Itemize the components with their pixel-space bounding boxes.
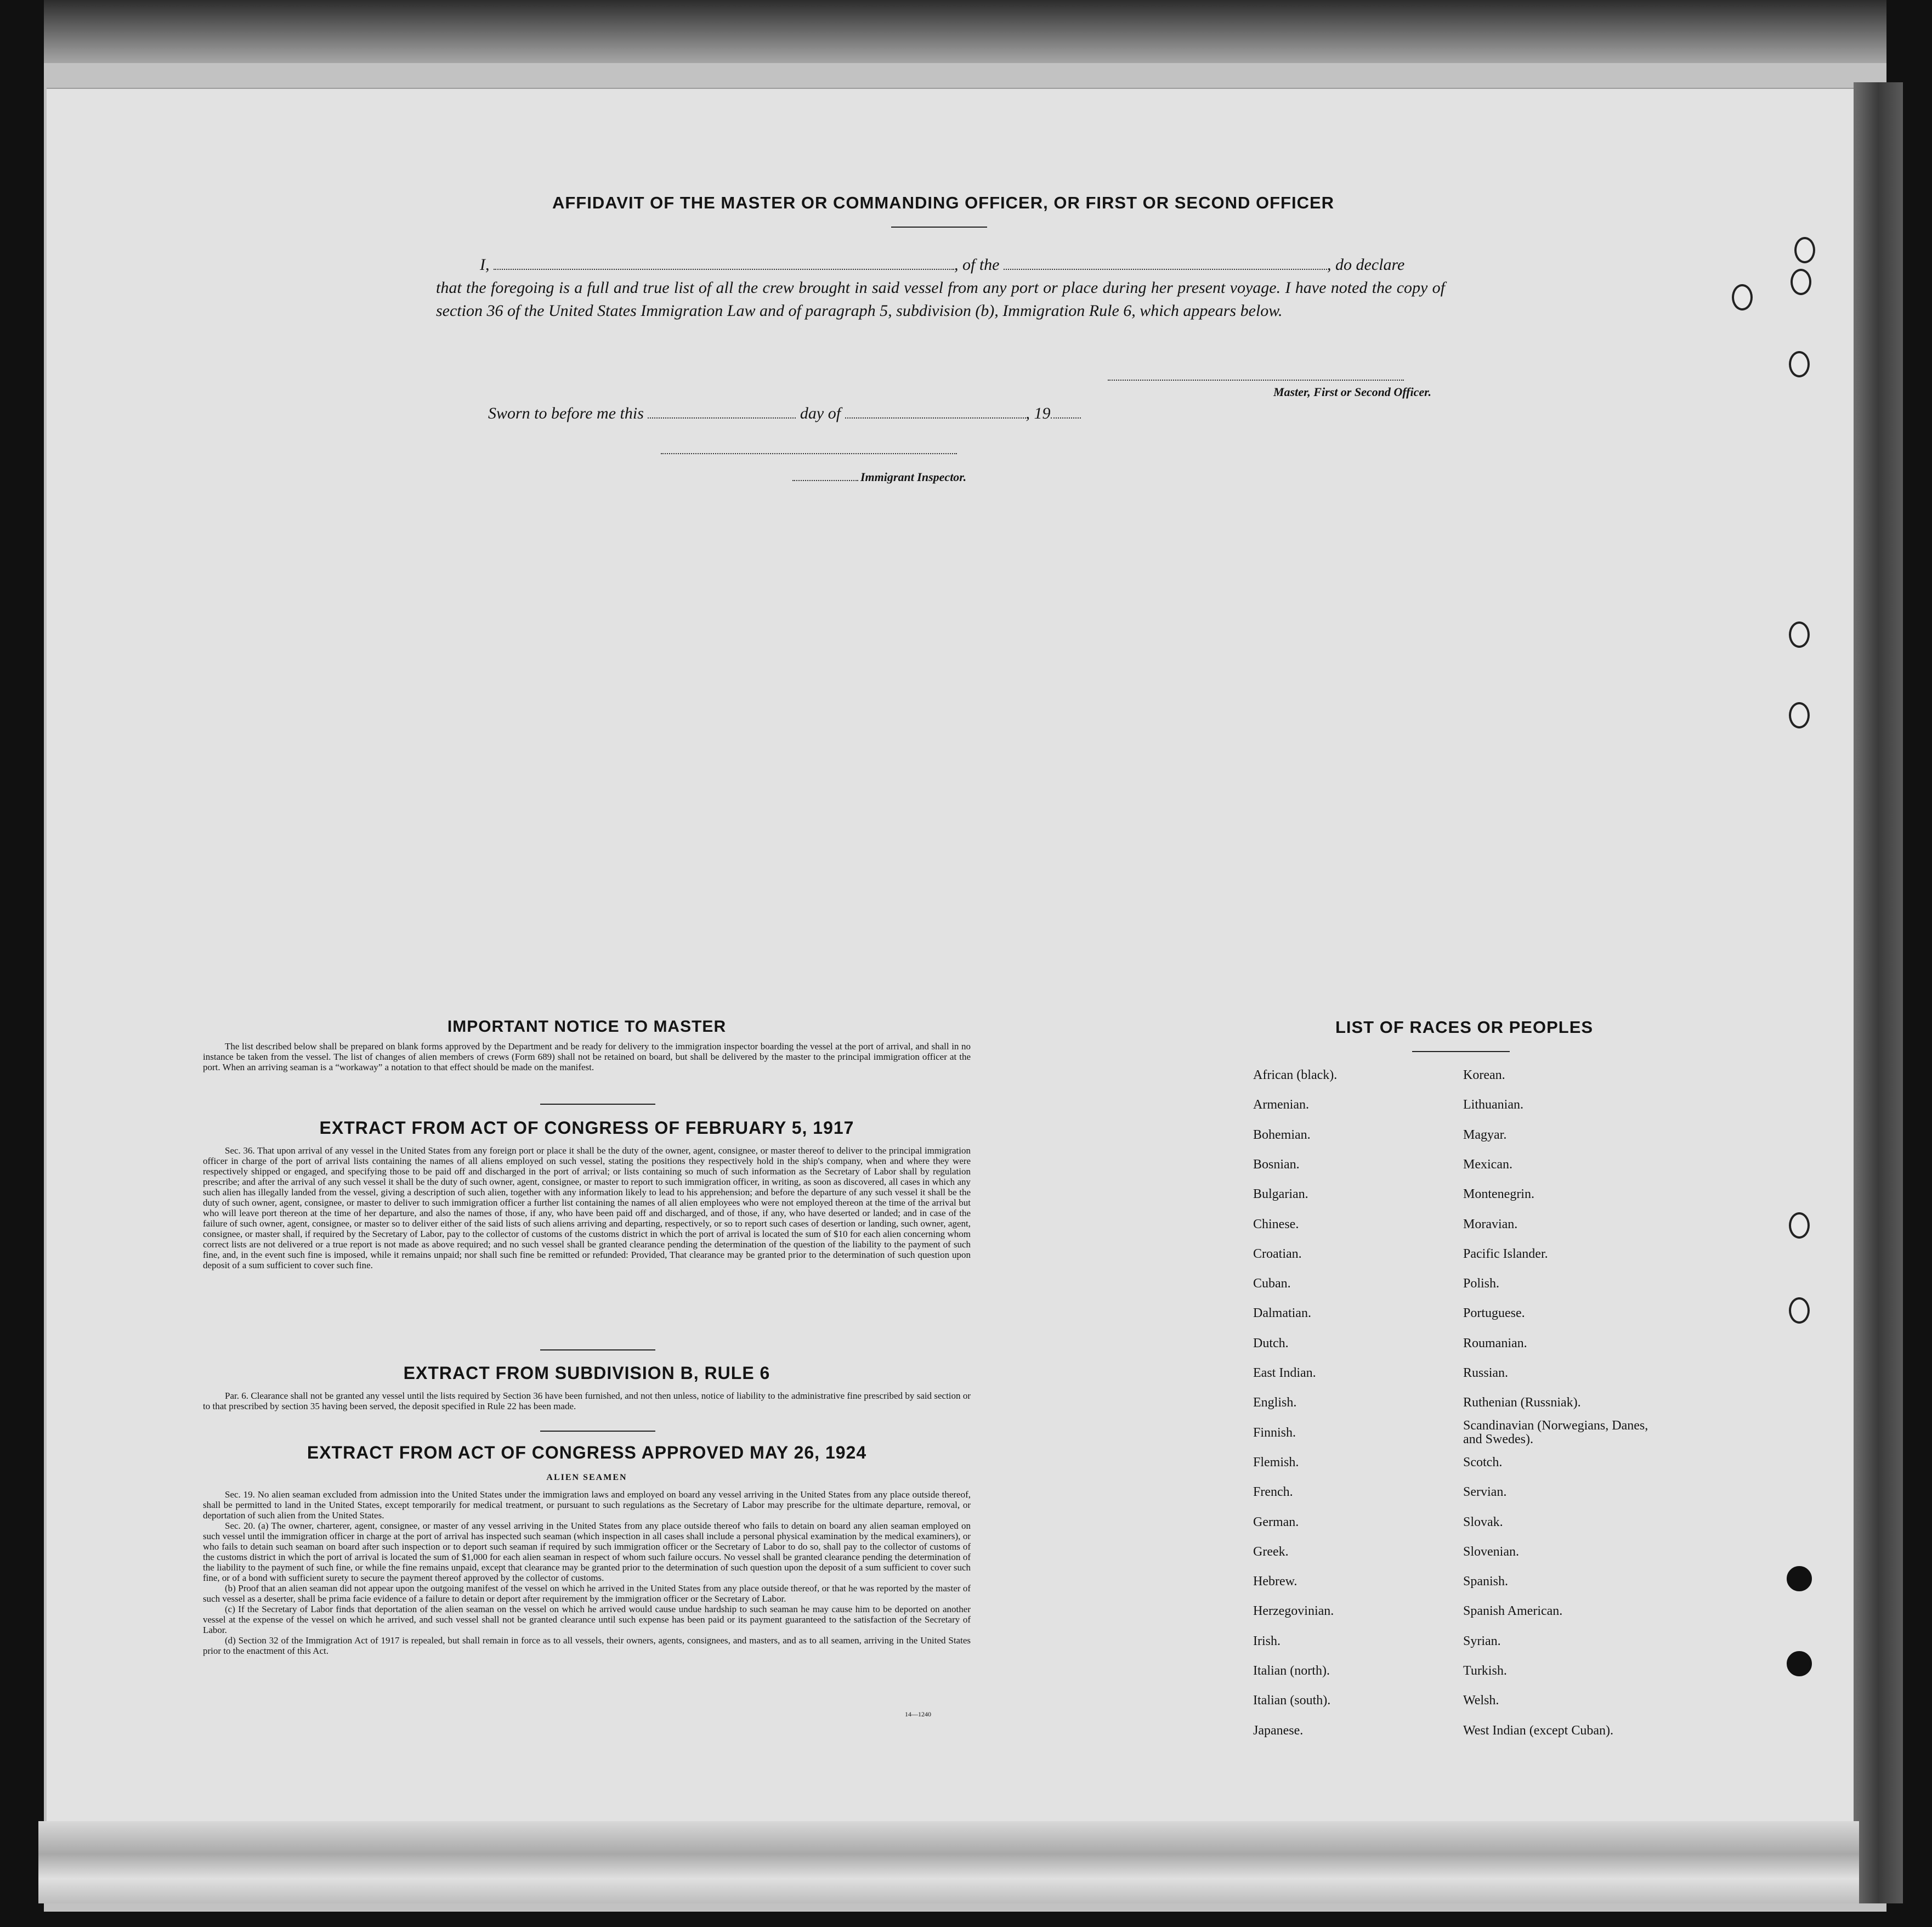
sec-20d-text: (d) Section 32 of the Immigration Act of 1917 is repealed, but shall remain in force as to all vessels, their owners, agents, consignees, and masters, and as to all seamen, arriving in the United States prior to the enactment of this Act. bbox=[203, 1635, 971, 1656]
race-item: Hebrew. bbox=[1253, 1574, 1298, 1589]
scan-edge-bottom bbox=[38, 1821, 1859, 1903]
sec-19-text: Sec. 19. No alien seaman excluded from admission into the United States under the immigration laws and employed on board any vessel arriving in the United States from any place outside thereof, shall be permitted to land in the United States, except temporarily for medical treatment, or pursuant to such regulations as the Secretary of Labor may prescribe for the ultimate departure, removal, or deportation of such alien from the United States. bbox=[203, 1489, 971, 1521]
race-item: Bosnian. bbox=[1253, 1157, 1300, 1172]
races-title: LIST OF RACES OR PEOPLES bbox=[1335, 1018, 1594, 1037]
extract-rule6-text: Par. 6. Clearance shall not be granted any vessel until the lists required by Section 36 have been furnished, and not then unless, notice of liability to the administrative fine prescribed by said section or to that prescribed by section 35 having been served, the deposit specified in Rule 22 has been made. bbox=[203, 1391, 971, 1411]
binder-hole-icon bbox=[1789, 1212, 1810, 1239]
race-item: Irish. bbox=[1253, 1634, 1281, 1648]
notice-text: The list described below shall be prepared on blank forms approved by the Department and be ready for delivery to the immigration inspector boarding the vessel at the port of arrival, and shall in no instance be taken from the vessel. The list of changes of alien members of crews (Form 689) shall not be retained on board, but shall be delivered by the master to the principal immigration officer at the port. When an arriving seaman is a “workaway” a notation to that effect should be made on the manifest. bbox=[203, 1041, 971, 1072]
master-signature-field[interactable] bbox=[1108, 377, 1404, 381]
section-rule bbox=[540, 1431, 655, 1432]
extract-1924-title: EXTRACT FROM ACT OF CONGRESS APPROVED MAY 26, 1924 bbox=[307, 1443, 867, 1462]
race-item: Chinese. bbox=[1253, 1217, 1299, 1231]
declaration-line bbox=[436, 253, 1445, 276]
sworn-day-label: day of bbox=[800, 404, 841, 422]
race-item: Bohemian. bbox=[1253, 1127, 1311, 1142]
race-item: Portuguese. bbox=[1463, 1306, 1525, 1321]
binder-hole-icon bbox=[1791, 269, 1811, 295]
race-item: Turkish. bbox=[1463, 1664, 1507, 1678]
race-item: Polish. bbox=[1463, 1276, 1500, 1291]
race-item: Lithuanian. bbox=[1463, 1098, 1523, 1112]
race-item: Russian. bbox=[1463, 1366, 1509, 1380]
race-item: Finnish. bbox=[1253, 1425, 1296, 1440]
race-item: Cuban. bbox=[1253, 1276, 1291, 1291]
sworn-month-field[interactable] bbox=[845, 405, 1026, 419]
race-item: Scandinavian (Norwegians, Danes, and Swedes). bbox=[1463, 1418, 1648, 1446]
race-item: Italian (south). bbox=[1253, 1693, 1331, 1708]
declarant-prefix: I, bbox=[480, 256, 490, 274]
sec-20c-text: (c) If the Secretary of Labor finds that deportation of the alien seaman on the vessel on which he arrived would cause undue hardship to such seaman he may cause him to be deported on another vessel at the expense of the vessel on which he arrived, and such vessel shall not be granted clearance until such expense has been paid or its payment guaranteed to the satisfaction of the Secretary of Labor. bbox=[203, 1604, 971, 1635]
section-rule bbox=[540, 1349, 655, 1350]
declarant-name-field[interactable] bbox=[494, 257, 954, 270]
vessel-name-field[interactable] bbox=[1004, 257, 1327, 270]
race-item: Croatian. bbox=[1253, 1246, 1302, 1261]
declaration-text: that the foregoing is a full and true list of all the crew brought in said vessel from any port or place during her present voyage. I have noted the copy of section 36 of the United States Immigration Law and of paragraph 5, subdivision (b), Immigration Rule 6, which appears below. bbox=[436, 279, 1445, 320]
races-title-rule bbox=[1412, 1051, 1510, 1052]
alien-seamen-subhead: ALIEN SEAMEN bbox=[546, 1473, 627, 1482]
race-item: Greek. bbox=[1253, 1544, 1289, 1559]
race-item: Bulgarian. bbox=[1253, 1187, 1308, 1202]
sworn-line bbox=[488, 404, 1081, 423]
inspector-signature-field[interactable] bbox=[661, 451, 957, 454]
race-item: Mexican. bbox=[1463, 1157, 1512, 1172]
extract-1917-text: Sec. 36. That upon arrival of any vessel in the United States from any foreign port or place it shall be the duty of the owner, agent, consignee, or master thereof to deliver to the principal immigration officer in charge of the port of arrival lists containing the names of all aliens employed on such vessel, stating the positions they respectively hold in the ship's company, when and where they were respectively shipped or engaged, and specifying those to be paid off and discharged in the port of arrival; or lists containing so much of such information as the Secretary of Labor shall by regulation prescribe; and after the arrival of any such vessel it shall be the duty of such owner, agent, consignee, or master to report to such immigration officer, in writing, as soon as discovered, all cases in which any such alien has illegally landed from the vessel, giving a description of such alien, together with any information likely to lead to his apprehension; and before the departure of any such vessel it shall be the duty of such owner, agent, consignee, or master to deliver to such immigration officer a further list containing the names of all alien employees who were not employed thereon at the time of the arrival but who will leave port thereon at the time of her departure, and also the names of those, if any, who have been paid off and discharged, and of those, if any, who have deserted or landed; and in case of the failure of such owner, agent, consignee, or master so to deliver either of the said lists of such aliens arriving and departing, respectively, or so to report such cases of desertion or landing, such owner, agent, consignee, or master shall, if required by the Secretary of Labor, pay to the collector of customs of the customs district in which the port of arrival is located the sum of $10 for each alien concerning whom correct lists are not delivered or a true report is not made as above required; and no such vessel shall be granted clearance pending the determination of the question of the liability to the payment of such fine, and, in the event such fine is imposed, while it remains unpaid; nor shall such fine be remitted or refunded: Provided, That clearance may be granted prior to the determination of such question upon deposit of a sum sufficient to cover such fine. bbox=[203, 1145, 971, 1270]
race-item: Ruthenian (Russniak). bbox=[1463, 1395, 1581, 1410]
race-item: Slovak. bbox=[1463, 1515, 1503, 1529]
race-item: Syrian. bbox=[1463, 1634, 1501, 1648]
affidavit-title: AFFIDAVIT OF THE MASTER OR COMMANDING OFFICER, OR FIRST OR SECOND OFFICER bbox=[552, 193, 1335, 212]
race-item: West Indian (except Cuban). bbox=[1463, 1723, 1613, 1738]
master-signature-label: Master, First or Second Officer. bbox=[1273, 385, 1431, 399]
race-item: Korean. bbox=[1463, 1068, 1505, 1082]
affidavit-body bbox=[436, 253, 1445, 323]
binder-hole-icon bbox=[1787, 1566, 1812, 1591]
race-item: Dutch. bbox=[1253, 1336, 1289, 1350]
race-item: German. bbox=[1253, 1515, 1299, 1529]
race-item: French. bbox=[1253, 1485, 1293, 1500]
binder-hole-icon bbox=[1789, 1297, 1810, 1324]
binder-hole-icon bbox=[1789, 621, 1810, 648]
sec-20a-text: Sec. 20. (a) The owner, charterer, agent, consignee, or master of any vessel arriving in the United States from any place outside thereof who fails to detain on board any alien seaman employed on such vessel until the immigration officer in charge at the port of arrival has inspected such seaman (which inspection in all cases shall include a personal physical examination by the medical examiners), or who fails to detain such seaman on board after such inspection or to deport such seaman if required by such immigration officer or the Secretary of Labor to do so, shall pay to the collector of customs of the customs district in which the port of arrival is located the sum of $1,000 for each alien seaman in respect of whom such failure occurs. No vessel shall be granted clearance pending the determination of the liability to the payment of such fine, or while the fine remains unpaid, except that clearance may be granted prior to the determination of such question upon the deposit of a sum sufficient to cover such fine, or of a bond with sufficient surety to secure the payment thereof approved by the collector of customs. bbox=[203, 1521, 971, 1583]
form-number: 14—1240 bbox=[905, 1710, 931, 1718]
sworn-day-field[interactable] bbox=[648, 405, 796, 419]
inspector-signature-block bbox=[792, 470, 966, 484]
race-item: Magyar. bbox=[1463, 1127, 1507, 1142]
binder-hole-icon bbox=[1787, 1651, 1812, 1676]
binder-hole-icon bbox=[1794, 237, 1815, 263]
binding-strip bbox=[1854, 82, 1903, 1903]
race-item: Flemish. bbox=[1253, 1455, 1299, 1470]
section-rule bbox=[540, 1104, 655, 1105]
race-item: Roumanian. bbox=[1463, 1336, 1527, 1350]
race-item: Japanese. bbox=[1253, 1723, 1304, 1738]
do-declare-label: , do declare bbox=[1327, 256, 1405, 274]
notice-title: IMPORTANT NOTICE TO MASTER bbox=[447, 1018, 727, 1036]
race-item: Scotch. bbox=[1463, 1455, 1503, 1470]
race-item: East Indian. bbox=[1253, 1366, 1316, 1380]
race-item: Herzegovinian. bbox=[1253, 1604, 1334, 1619]
extract-1924-text bbox=[203, 1489, 971, 1656]
inspector-signature-field-2[interactable] bbox=[792, 472, 858, 481]
binder-hole-icon bbox=[1789, 351, 1810, 377]
race-item: Moravian. bbox=[1463, 1217, 1518, 1231]
title-rule bbox=[891, 227, 987, 228]
race-item: Armenian. bbox=[1253, 1098, 1309, 1112]
race-item: Montenegrin. bbox=[1463, 1187, 1534, 1202]
race-item: Spanish American. bbox=[1463, 1604, 1563, 1619]
binder-hole-icon bbox=[1732, 284, 1753, 310]
extract-1917-title: EXTRACT FROM ACT OF CONGRESS OF FEBRUARY 5, 1917 bbox=[319, 1118, 854, 1138]
binder-hole-icon bbox=[1789, 702, 1810, 728]
race-item: Servian. bbox=[1463, 1485, 1507, 1500]
race-item: Spanish. bbox=[1463, 1574, 1509, 1589]
race-item: Welsh. bbox=[1463, 1693, 1499, 1708]
race-item: Dalmatian. bbox=[1253, 1306, 1311, 1321]
race-item: Pacific Islander. bbox=[1463, 1246, 1548, 1261]
inspector-label: Immigrant Inspector. bbox=[860, 470, 967, 484]
extract-rule6-title: EXTRACT FROM SUBDIVISION B, RULE 6 bbox=[403, 1363, 770, 1383]
race-item: African (black). bbox=[1253, 1068, 1338, 1082]
of-the-label: , of the bbox=[954, 256, 1000, 274]
race-item: Slovenian. bbox=[1463, 1544, 1519, 1559]
master-signature-block bbox=[1108, 377, 1431, 399]
race-item: Italian (north). bbox=[1253, 1664, 1330, 1678]
sworn-year-label: , 19 bbox=[1026, 404, 1051, 422]
race-item: English. bbox=[1253, 1395, 1297, 1410]
sworn-year-field[interactable] bbox=[1051, 405, 1081, 419]
sec-20b-text: (b) Proof that an alien seaman did not appear upon the outgoing manifest of the vessel on which he arrived in the United States from any place outside thereof, or that he was reported by the master of such vessel as a deserter, shall be prima facie evidence of a failure to detain or deport after requirement by the immigration officer or the Secretary of Labor. bbox=[203, 1583, 971, 1604]
sworn-prefix: Sworn to before me this bbox=[488, 404, 644, 422]
